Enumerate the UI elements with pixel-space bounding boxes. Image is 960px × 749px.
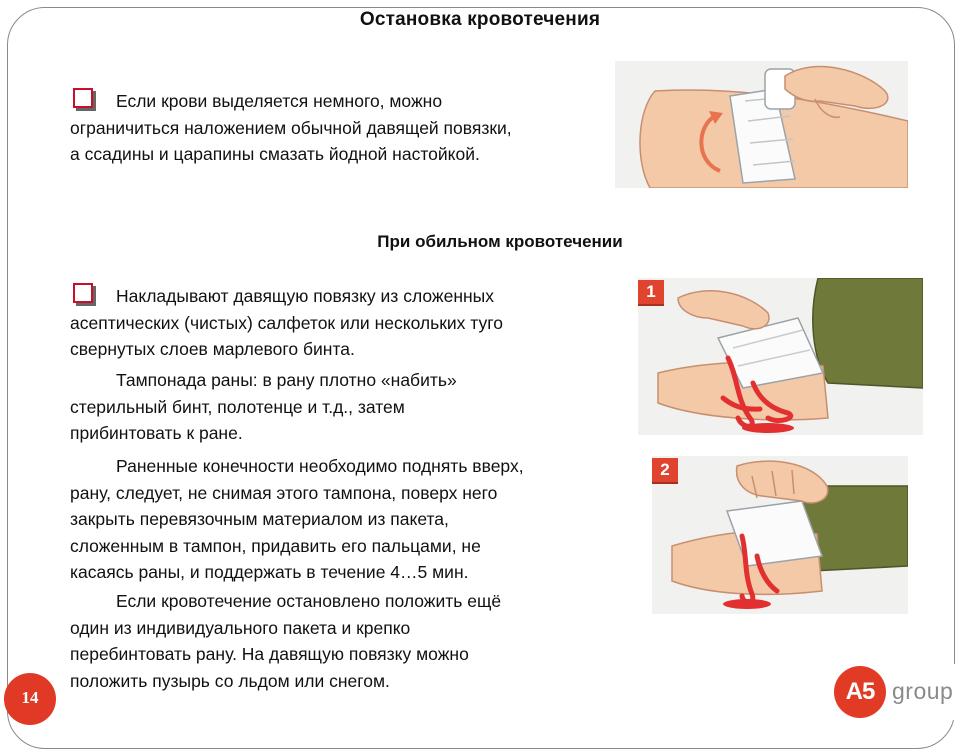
text-line: асептических (чистых) салфеток или нескольких туго xyxy=(70,312,503,333)
page-number-badge: 14 xyxy=(4,673,56,725)
paragraph-raise-limb xyxy=(70,453,630,586)
paragraph-tamponade xyxy=(70,367,630,447)
intro-paragraph xyxy=(70,88,630,168)
text-line: Если кровотечение остановлено положить ещё xyxy=(116,591,502,611)
text-line: сложенным в тампон, придавить его пальцами, не xyxy=(70,535,481,556)
paragraph-rebandage xyxy=(70,588,630,694)
brand-word: group xyxy=(892,678,954,704)
text-line: закрыть перевязочным материалом из пакета, xyxy=(70,509,449,529)
text-line: прибинтовать к ране. xyxy=(70,423,243,443)
step-number-badge: 1 xyxy=(638,280,664,306)
step-number-badge: 2 xyxy=(652,458,678,484)
section-subtitle: При обильном кровотечении xyxy=(377,232,623,251)
intro-line: а ссадины и царапины смазать йодной настойкой. xyxy=(70,144,480,164)
intro-line: Если крови выделяется немного, можно xyxy=(116,91,443,111)
paragraph-bandage xyxy=(70,283,630,363)
text-line: свернутых слоев марлевого бинта. xyxy=(70,339,355,359)
intro-line: ограничиться наложением обычной давящей повязки, xyxy=(70,117,512,138)
text-line: Раненные конечности необходимо поднять вверх, xyxy=(116,456,524,476)
text-line: стерильный бинт, полотенце и т.д., затем xyxy=(70,396,405,417)
brand-mark: A5 xyxy=(834,666,886,718)
page-title: Остановка кровотечения xyxy=(359,9,601,30)
text-line: Тампонада раны: в рану плотно «набить» xyxy=(116,370,457,390)
text-line: Накладывают давящую повязку из сложенных xyxy=(116,286,494,306)
bandaging-illustration xyxy=(615,61,908,188)
step-1-illustration xyxy=(638,278,923,435)
text-line: положить пузырь со льдом или снегом. xyxy=(70,670,390,691)
text-line: рану, следует, не снимая этого тампона, поверх него xyxy=(70,482,498,503)
text-line: перебинтовать рану. На давящую повязку можно xyxy=(70,644,469,664)
brand-logo xyxy=(834,664,960,720)
step-2-illustration xyxy=(652,456,908,614)
text-line: один из индивидуального пакета и крепко xyxy=(70,617,411,638)
text-line: касаясь раны, и поддержать в течение 4…5 мин. xyxy=(70,562,469,582)
